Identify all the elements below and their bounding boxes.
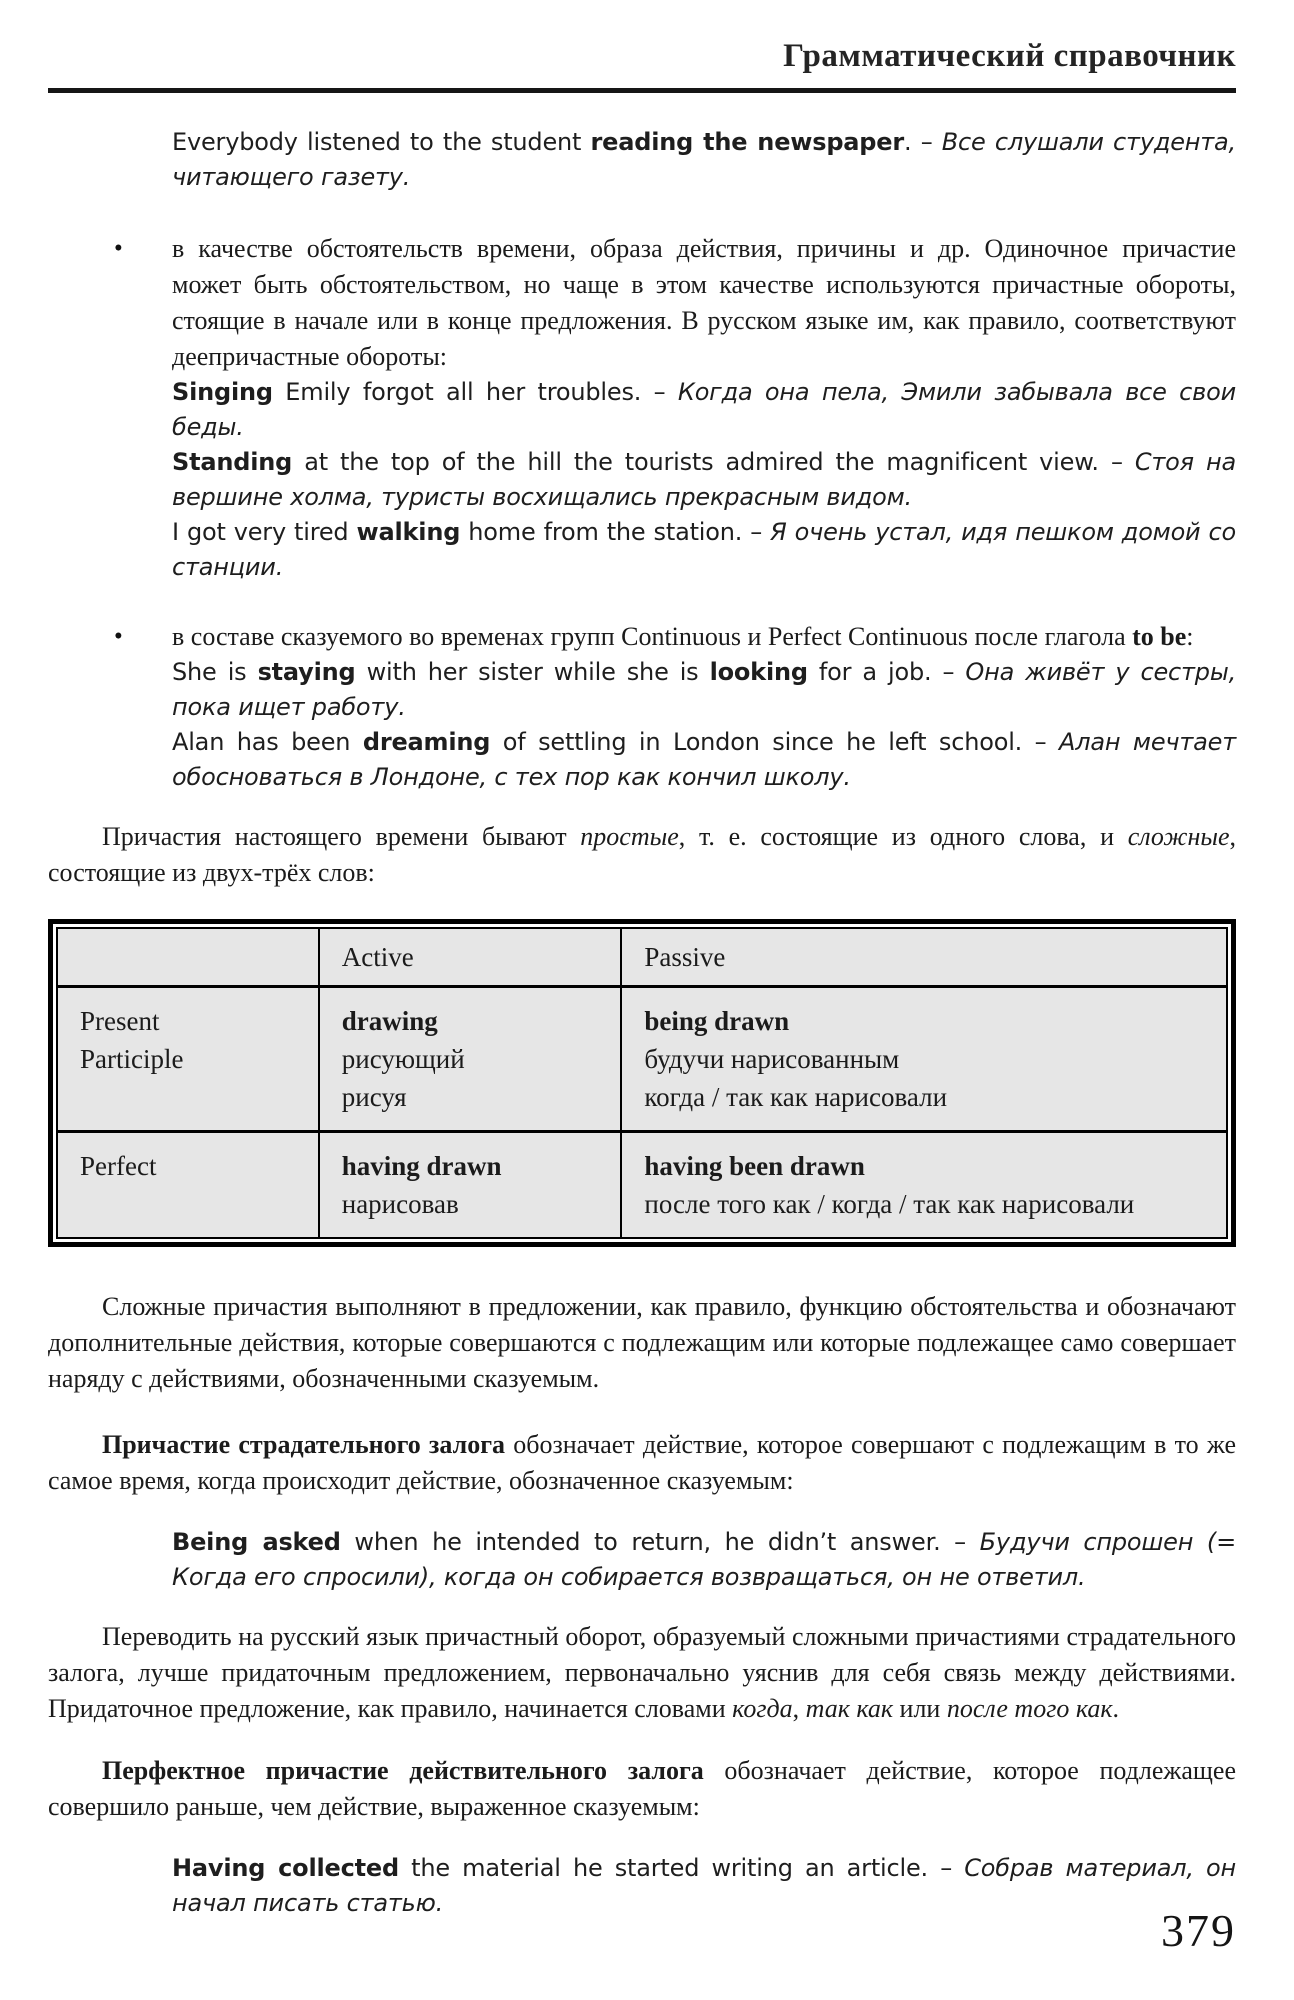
bullet-list (48, 231, 1236, 795)
example-paragraph: Standing at the top of the hill the tourists admired the magnificent view. – Стоя на вершине холма, туристы восхищались прекрасным видом. (172, 448, 1236, 511)
page-number: 379 (1161, 1905, 1236, 1956)
table-cell-passive: having been drawn после того как / когда / так как нарисовали (644, 1151, 1135, 1219)
bullet-icon: • (114, 235, 123, 262)
table-corner-cell (58, 929, 319, 987)
table-cell-active: drawing рисующий рисуя (319, 987, 622, 1132)
bullet-icon: • (114, 623, 123, 650)
body-paragraph-perfect-participle: Перфектное причастие действительного залога обозначает действие, которое подлежащее совершило раньше, чем действие, выраженное сказуемым: (48, 1756, 1237, 1821)
table-cell-row-label: Perfect (58, 1132, 319, 1238)
body-paragraph-passive-participle: Причастие страдательного залога обозначает действие, которое совершают с подлежащим в то же самое время, когда происходит действие, обозначенное сказуемым: (48, 1430, 1236, 1495)
page-header (48, 36, 1236, 93)
body-paragraph-present-participles: Причастия настоящего времени бывают простые, т. е. состоящие из одного слова, и сложные, состоящие из двух-трёх слов: (48, 822, 1236, 887)
table-header-passive: Passive (621, 929, 1226, 987)
participle-table-inner-border (56, 927, 1228, 1239)
table-header-row (58, 929, 1226, 987)
header-rule (48, 88, 1236, 93)
table-cell-row-label: Present Participle (58, 987, 319, 1132)
page-title: Грамматический справочник (783, 38, 1236, 74)
example-paragraph: Alan has been dreaming of settling in London since he left school. – Алан мечтает обосноваться в Лондоне, с тех пор как кончил школу. (172, 728, 1236, 791)
table-cell-passive: being drawn будучи нарисованным когда / так как нарисовали (621, 987, 1226, 1132)
table-header-active: Active (319, 929, 622, 987)
example-paragraph: Having collected the material he started writing an article. – Собрав материал, он начал писать статью. (172, 1854, 1236, 1917)
intro-example: Everybody listened to the student reading the newspaper. – Все слушали студента, читающего газету. (172, 128, 1236, 191)
body-paragraph-complex-participles: Сложные причастия выполняют в предложении, как правило, функцию обстоятельства и обозначают дополнительные действия, которые совершаются с подлежащим или которые подлежащее само совершает наряду с действиями, обозначенными сказуемым. (48, 1292, 1236, 1393)
bullet-lead-text: в составе сказуемого во временах групп Continuous и Perfect Continuous после глагола to be: (172, 622, 1194, 651)
body-paragraph-translation-advice: Переводить на русский язык причастный оборот, образуемый сложными причастиями страдательного залога, лучше придаточным предложением, первоначально уяснив для себя связь между действиями. Придаточное предложение, как правило, начинается словами когда, так как или после того как. (48, 1622, 1236, 1723)
bullet-item (48, 231, 1236, 585)
bullet-content (172, 619, 1236, 795)
table-row-perfect (58, 1132, 1226, 1238)
participle-table (48, 919, 1236, 1247)
bullet-content (172, 231, 1236, 585)
example-paragraph: Being asked when he intended to return, he didn’t answer. – Будучи спрошен (= Когда его спросили), когда он собирается возвращаться, он не ответил. (172, 1528, 1236, 1591)
example-paragraph: She is staying with her sister while she is looking for a job. – Она живёт у сестры, пока ищет работу. (172, 658, 1236, 721)
bullet-lead-text: в качестве обстоятельств времени, образа действия, причины и др. Одиночное причастие может быть обстоятельством, но чаще в этом качестве используются причастные обороты, стоящие в начале или в конце предложения. В русском языке им, как правило, соответствуют деепричастные обороты: (172, 234, 1236, 371)
example-paragraph: Singing Emily forgot all her troubles. – Когда она пела, Эмили забывала все свои беды. (172, 378, 1236, 441)
table-row-present-participle (58, 987, 1226, 1132)
bullet-item (48, 619, 1236, 795)
example-paragraph: I got very tired walking home from the station. – Я очень устал, идя пешком домой со станции. (172, 518, 1237, 581)
table-cell-active: having drawn нарисовав (319, 1132, 622, 1238)
